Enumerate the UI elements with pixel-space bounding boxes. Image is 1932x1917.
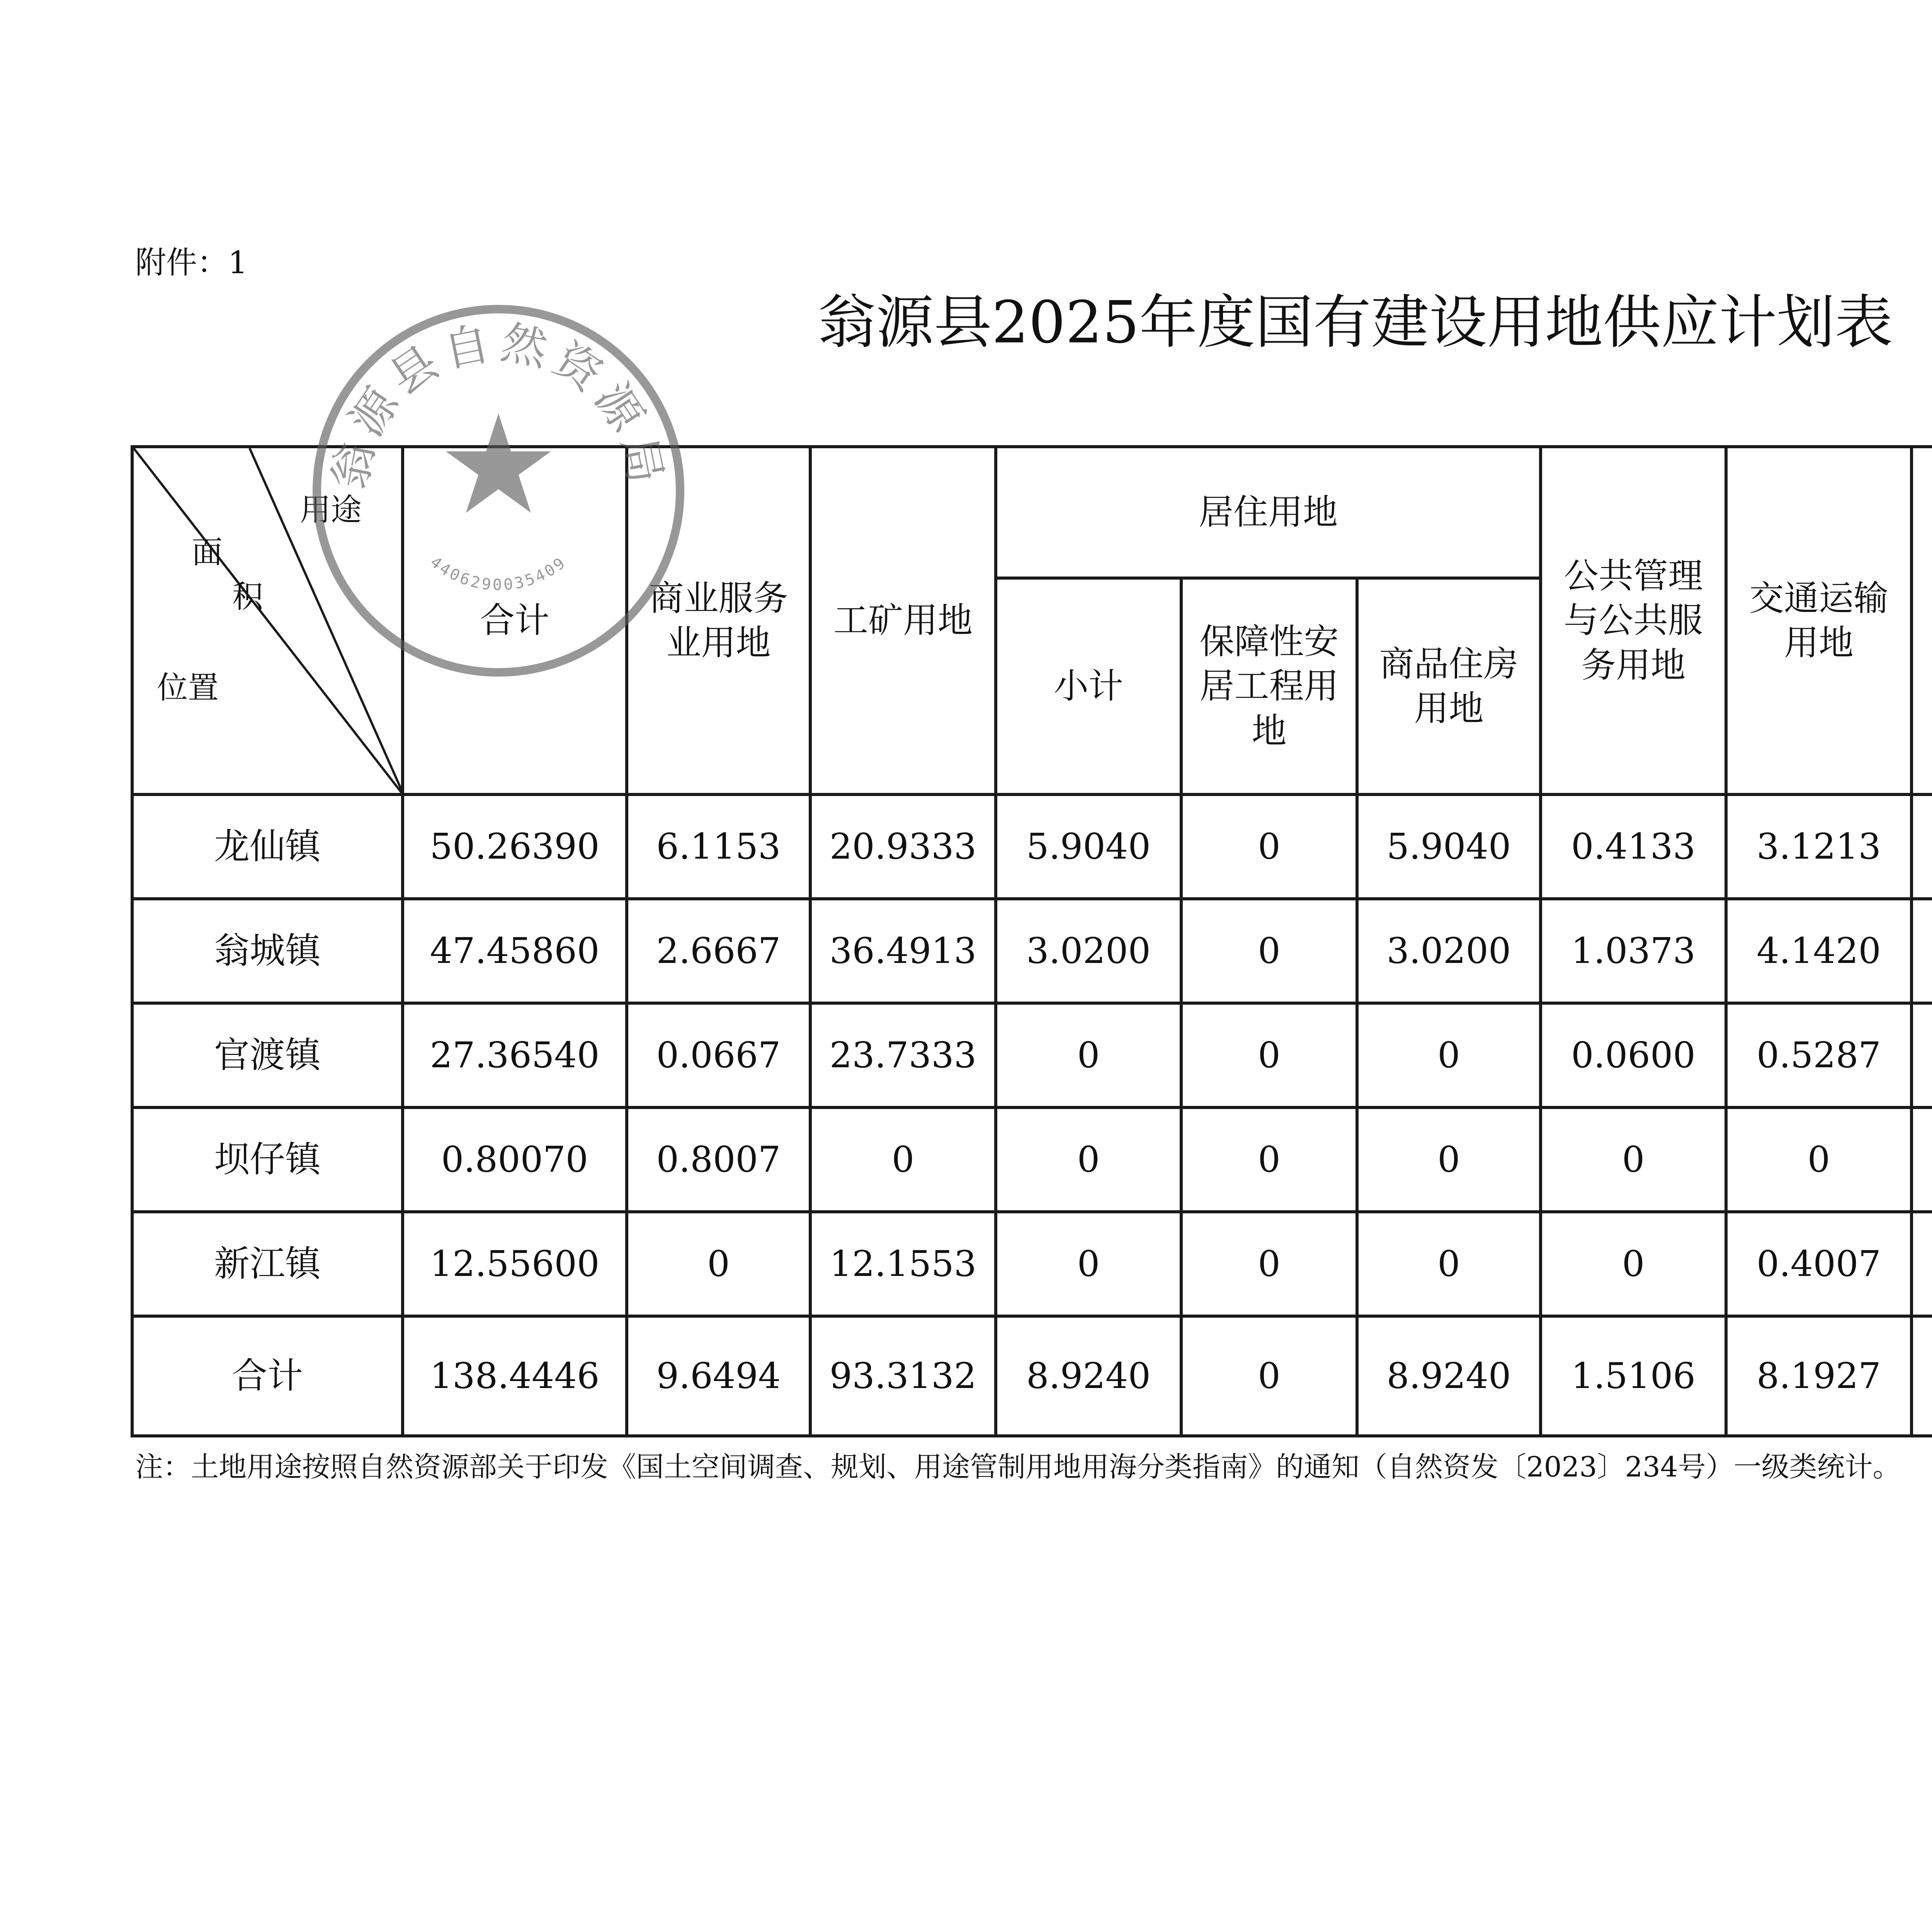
cell-industrial: 20.9333 xyxy=(810,794,996,899)
header-residential-subtotal: 小计 xyxy=(996,578,1181,794)
cell-residential-affordable: 0 xyxy=(1181,1316,1357,1436)
cell-total: 47.45860 xyxy=(403,899,627,1003)
cell-public-admin: 0.4133 xyxy=(1541,794,1726,899)
cell-public-admin: 0 xyxy=(1541,1212,1726,1316)
page-title: 翁源县2025年度国有建设用地供应计划表 xyxy=(818,289,1893,356)
header-residential-commodity: 商品住房用地 xyxy=(1357,578,1541,794)
cell-transport: 0.5287 xyxy=(1726,1003,1912,1107)
cell-residential-affordable: 0 xyxy=(1181,1212,1357,1316)
header-industrial: 工矿用地 xyxy=(810,447,996,794)
corner-diagonal-lines xyxy=(134,448,403,794)
cell-transport: 8.1927 xyxy=(1726,1316,1912,1436)
cell-transport: 0.4007 xyxy=(1726,1212,1912,1316)
cell-industrial: 36.4913 xyxy=(810,899,996,1003)
cell-residential-commodity: 0 xyxy=(1357,1003,1541,1107)
cell-residential-commodity: 3.0200 xyxy=(1357,899,1541,1003)
seal-text: 翁源县自然资源局 xyxy=(323,315,674,493)
supply-plan-table-container xyxy=(131,445,1932,1437)
cell-residential-subtotal: 8.9240 xyxy=(996,1316,1181,1436)
cell-commercial: 2.6667 xyxy=(627,899,810,1003)
row-location: 官渡镇 xyxy=(132,1003,403,1107)
cell-transport: 0 xyxy=(1726,1107,1912,1212)
corner-label-location: 位置 xyxy=(157,670,219,706)
supply-plan-table xyxy=(131,445,1932,1437)
cell-residential-affordable: 0 xyxy=(1181,899,1357,1003)
header-utilities xyxy=(1912,447,1932,794)
cell-total: 0.80070 xyxy=(403,1107,627,1212)
cell-utilities xyxy=(1912,1107,1932,1212)
seal-number: 4406290035409 xyxy=(427,553,570,594)
cell-industrial: 23.7333 xyxy=(810,1003,996,1107)
header-commercial: 商业服务业用地 xyxy=(627,447,810,794)
cell-residential-subtotal: 0 xyxy=(996,1212,1181,1316)
row-location: 合计 xyxy=(132,1316,403,1436)
header-public-admin: 公共管理与公共服务用地 xyxy=(1541,447,1726,794)
cell-utilities xyxy=(1912,1316,1932,1436)
cell-residential-subtotal: 0 xyxy=(996,1107,1181,1212)
row-location: 翁城镇 xyxy=(132,899,403,1003)
cell-commercial: 9.6494 xyxy=(627,1316,810,1436)
cell-industrial: 93.3132 xyxy=(810,1316,996,1436)
corner-label-area-2: 积 xyxy=(232,579,263,615)
cell-residential-affordable: 0 xyxy=(1181,1003,1357,1107)
corner-label-area: 面 xyxy=(192,534,223,570)
cell-utilities xyxy=(1912,794,1932,899)
cell-public-admin: 0.0600 xyxy=(1541,1003,1726,1107)
cell-public-admin: 0 xyxy=(1541,1107,1726,1212)
table-row-bazai xyxy=(132,1107,1932,1212)
corner-header-cell xyxy=(132,447,403,794)
attachment-label: 附件：1 xyxy=(135,245,248,281)
cell-residential-subtotal: 5.9040 xyxy=(996,794,1181,899)
row-location: 坝仔镇 xyxy=(132,1107,403,1212)
table-row-xinjiang xyxy=(132,1212,1932,1316)
cell-residential-commodity: 5.9040 xyxy=(1357,794,1541,899)
cell-public-admin: 1.0373 xyxy=(1541,899,1726,1003)
cell-commercial: 0.0667 xyxy=(627,1003,810,1107)
row-location: 新江镇 xyxy=(132,1212,403,1316)
table-row-longxian xyxy=(132,794,1932,899)
header-total: 合计 xyxy=(403,447,627,794)
cell-industrial: 12.1553 xyxy=(810,1212,996,1316)
cell-commercial: 0 xyxy=(627,1212,810,1316)
cell-residential-affordable: 0 xyxy=(1181,1107,1357,1212)
footnote: 注：土地用途按照自然资源部关于印发《国土空间调查、规划、用途管制用地用海分类指南》的通知（自然资发〔2023〕234号）一级类统计。 xyxy=(135,1451,1901,1483)
cell-total: 50.26390 xyxy=(403,794,627,899)
cell-transport: 3.1213 xyxy=(1726,794,1912,899)
cell-commercial: 6.1153 xyxy=(627,794,810,899)
cell-residential-subtotal: 3.0200 xyxy=(996,899,1181,1003)
table-row-wengcheng xyxy=(132,899,1932,1003)
row-location: 龙仙镇 xyxy=(132,794,403,899)
cell-utilities xyxy=(1912,899,1932,1003)
cell-total: 138.4446 xyxy=(403,1316,627,1436)
cell-residential-subtotal: 0 xyxy=(996,1003,1181,1107)
cell-residential-commodity: 0 xyxy=(1357,1212,1541,1316)
table-row-guandu xyxy=(132,1003,1932,1107)
cell-industrial: 0 xyxy=(810,1107,996,1212)
cell-transport: 4.1420 xyxy=(1726,899,1912,1003)
cell-public-admin: 1.5106 xyxy=(1541,1316,1726,1436)
corner-label-use: 用途 xyxy=(300,492,362,528)
cell-utilities xyxy=(1912,1003,1932,1107)
header-residential-affordable: 保障性安居工程用地 xyxy=(1181,578,1357,794)
cell-commercial: 0.8007 xyxy=(627,1107,810,1212)
cell-residential-commodity: 8.9240 xyxy=(1357,1316,1541,1436)
cell-total: 27.36540 xyxy=(403,1003,627,1107)
table-row-total xyxy=(132,1316,1932,1436)
cell-utilities xyxy=(1912,1212,1932,1316)
header-transport: 交通运输用地 xyxy=(1726,447,1912,794)
cell-total: 12.55600 xyxy=(403,1212,627,1316)
cell-residential-affordable: 0 xyxy=(1181,794,1357,899)
header-residential: 居住用地 xyxy=(996,447,1541,578)
cell-residential-commodity: 0 xyxy=(1357,1107,1541,1212)
